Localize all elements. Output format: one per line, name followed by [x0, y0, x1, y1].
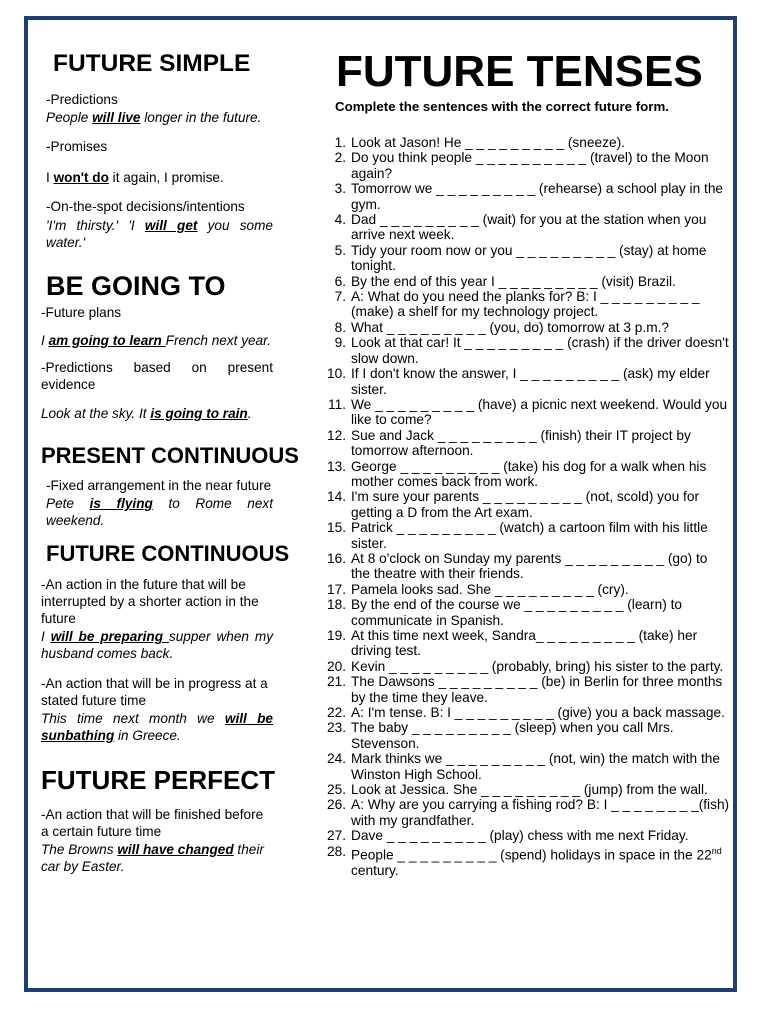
exercise-number: 22. — [326, 705, 346, 721]
exercise-number: 5. — [334, 242, 346, 258]
exercise-sentence: The baby _ _ _ _ _ _ _ _ _ (sleep) when you call Mrs. Stevenson. — [351, 720, 674, 751]
exercise-sentence: By the end of the course we _ _ _ _ _ _ _ _ _ (learn) to communicate in Spanish. — [351, 597, 682, 628]
example-text: I — [41, 629, 51, 644]
section-future-perfect — [41, 765, 273, 875]
exercise-number: 23. — [326, 720, 346, 736]
exercise-item — [318, 797, 730, 828]
underlined-verb: won't do — [53, 170, 109, 185]
exercise-number: 20. — [326, 658, 346, 674]
example-text: their car by Easter. — [41, 842, 264, 874]
label-present-evidence: -Predictions based on present evidence — [41, 360, 273, 392]
label-future-plans: -Future plans — [41, 305, 122, 320]
exercise-number: 14. — [326, 489, 346, 505]
example-text: . — [247, 406, 252, 421]
example-text: it again, I promise. — [108, 170, 224, 185]
exercise-number: 3. — [334, 181, 346, 197]
section-future-continuous — [41, 541, 290, 744]
example-text: in Greece. — [114, 728, 181, 743]
example-text: I — [41, 333, 49, 348]
exercise-item — [318, 397, 730, 428]
label-finished-action: -An action that will be finished before a certain future time — [41, 807, 264, 839]
exercise-text: century. — [351, 862, 399, 878]
exercise-item — [318, 428, 730, 459]
label-predictions: -Predictions — [46, 92, 118, 107]
exercise-item — [318, 551, 730, 582]
exercise-sentence: Kevin _ _ _ _ _ _ _ _ _ (probably, bring) his sister to the party. — [351, 658, 724, 674]
exercise-sentence: Look at that car! It _ _ _ _ _ _ _ _ _ (crash) if the driver doesn't slow down. — [351, 335, 729, 366]
exercise-number: 2. — [334, 150, 346, 166]
section-present-continuous — [41, 443, 299, 529]
exercise-sentence — [351, 844, 730, 878]
exercise-item — [318, 751, 730, 782]
exercise-item — [318, 366, 730, 397]
exercise-item — [318, 459, 730, 490]
exercise-number: 24. — [326, 751, 346, 767]
exercise-sentence: What _ _ _ _ _ _ _ _ _ (you, do) tomorrow at 3 p.m.? — [351, 319, 670, 335]
exercise-sentence: George _ _ _ _ _ _ _ _ _ (take) his dog for a walk when his mother comes back from work. — [351, 458, 707, 489]
exercise-sentence: We _ _ _ _ _ _ _ _ _ (have) a picnic next weekend. Would you like to come? — [351, 396, 728, 428]
exercise-number: 10. — [326, 366, 346, 382]
example-text: 'I'm thirsty.' 'I — [46, 218, 145, 233]
exercise-sentence: If I don't know the answer, I _ _ _ _ _ _ _ _ _ (ask) my elder sister. — [351, 366, 710, 397]
exercise-number: 13. — [326, 458, 346, 474]
section-future-simple — [41, 50, 273, 251]
exercise-number: 21. — [326, 674, 346, 690]
exercise-item — [318, 320, 730, 335]
heading-present-continuous: PRESENT CONTINUOUS — [41, 443, 299, 468]
exercise-item — [318, 705, 730, 720]
example-text: The Browns — [41, 842, 118, 857]
heading-future-simple: FUTURE SIMPLE — [53, 50, 251, 77]
exercise-sentence: At this time next week, Sandra_ _ _ _ _ _ _ _ _ (take) her driving test. — [351, 628, 698, 659]
exercise-number: 1. — [334, 135, 346, 150]
example-text: I — [46, 170, 54, 185]
underlined-verb: will have changed — [117, 842, 234, 857]
exercise-item — [318, 274, 730, 289]
underlined-verb: will get — [144, 218, 198, 233]
example-progress-action — [41, 710, 273, 744]
example-text: This time next month we — [41, 711, 225, 726]
exercise-item — [318, 782, 730, 797]
exercise-sentence: At 8 o'clock on Sunday my parents _ _ _ _ _ _ _ _ _ (go) to the theatre with their friends. — [351, 550, 708, 582]
underlined-verb: am going to learn — [48, 333, 166, 348]
exercise-sentence: Do you think people _ _ _ _ _ _ _ _ _ _ (travel) to the Moon again? — [351, 150, 709, 181]
example-text: longer in the future. — [140, 110, 262, 125]
heading-be-going-to: BE GOING TO — [46, 271, 226, 301]
exercise-sentence: Patrick _ _ _ _ _ _ _ _ _ (watch) a cartoon film with his little sister. — [351, 520, 708, 551]
exercise-number: 16. — [326, 550, 346, 566]
example-present-evidence — [41, 405, 273, 422]
example-finished-action — [41, 841, 273, 875]
exercise-sentence: Look at Jessica. She _ _ _ _ _ _ _ _ _ (jump) from the wall. — [351, 782, 708, 798]
ordinal-suffix: nd — [711, 845, 722, 856]
exercise-item — [318, 335, 730, 366]
exercise-sentence: A: Why are you carrying a fishing rod? B: I _ _ _ _ _ _ _ _(fish) with my grandfather. — [351, 797, 730, 828]
example-promises — [41, 169, 273, 186]
exercise-sentence: The Dawsons _ _ _ _ _ _ _ _ _ (be) in Berlin for three months by the time they leave. — [351, 674, 723, 705]
exercise-item — [318, 844, 730, 878]
label-progress-action: -An action that will be in progress at a stated future time — [41, 676, 268, 708]
exercise-sentence: Look at Jason! He _ _ _ _ _ _ _ _ _ (sneeze). — [351, 135, 625, 150]
section-be-going-to — [41, 271, 273, 422]
exercise-item — [318, 181, 730, 212]
example-text: you some water.' — [46, 218, 273, 250]
exercise-number: 4. — [334, 212, 346, 228]
exercise-item — [318, 828, 730, 843]
exercise-item — [318, 243, 730, 274]
underlined-verb: is going to rain — [150, 406, 248, 421]
example-text: to Rome next weekend. — [46, 496, 273, 528]
exercise-list — [318, 135, 730, 878]
exercise-text: People _ _ _ _ _ _ _ _ _ (spend) holidays in space in the 22 — [351, 847, 712, 863]
exercise-number: 9. — [334, 335, 346, 351]
example-text: supper when my husband comes back. — [41, 629, 273, 661]
exercise-item — [318, 520, 730, 551]
exercise-column — [318, 47, 730, 878]
exercise-sentence: By the end of this year I _ _ _ _ _ _ _ _ _ (visit) Brazil. — [351, 273, 676, 289]
exercise-sentence: Sue and Jack _ _ _ _ _ _ _ _ _ (finish) their IT project by tomorrow afternoon. — [351, 427, 691, 459]
exercise-item — [318, 597, 730, 628]
heading-future-perfect: FUTURE PERFECT — [41, 765, 275, 795]
exercise-item — [318, 659, 730, 674]
exercise-item — [318, 674, 730, 705]
exercise-item — [318, 489, 730, 520]
example-future-plans — [41, 332, 273, 349]
example-text: French next year. — [165, 333, 271, 348]
exercise-number: 19. — [326, 628, 346, 643]
label-on-the-spot: -On-the-spot decisions/intentions — [46, 199, 245, 214]
exercise-number: 11. — [327, 396, 346, 412]
exercise-sentence: A: What do you need the planks for? B: I _ _ _ _ _ _ _ _ _ (make) a shelf for my technology project. — [351, 289, 700, 320]
exercise-number: 6. — [334, 273, 346, 289]
page-title: FUTURE TENSES — [336, 47, 703, 96]
exercise-number: 7. — [334, 289, 346, 305]
exercise-sentence: Dave _ _ _ _ _ _ _ _ _ (play) chess with me next Friday. — [351, 828, 689, 844]
exercise-number: 17. — [326, 581, 346, 597]
exercise-number: 25. — [326, 782, 346, 798]
example-fixed-arrangement — [41, 495, 273, 529]
exercise-sentence: Tidy your room now or you _ _ _ _ _ _ _ _ _ (stay) at home tonight. — [351, 242, 707, 274]
exercise-number: 15. — [326, 520, 346, 536]
example-on-the-spot — [41, 217, 273, 251]
underlined-verb: will live — [92, 110, 141, 125]
example-interrupted-action — [41, 628, 273, 662]
exercise-item — [318, 150, 730, 181]
exercise-sentence: A: I'm tense. B: I _ _ _ _ _ _ _ _ _ (give) you a back massage. — [351, 705, 725, 721]
exercise-item — [318, 289, 730, 320]
exercise-number: 12. — [326, 427, 346, 443]
exercise-number: 26. — [326, 797, 346, 813]
exercise-sentence: Pamela looks sad. She _ _ _ _ _ _ _ _ _ (cry). — [351, 581, 629, 597]
exercise-item — [318, 628, 730, 659]
example-predictions — [41, 109, 273, 126]
exercise-item — [318, 135, 730, 150]
underlined-verb: is flying — [89, 496, 153, 511]
label-promises: -Promises — [46, 139, 108, 154]
exercise-item — [318, 720, 730, 751]
exercise-item — [318, 212, 730, 243]
example-text: Look at the sky. It — [41, 406, 151, 421]
underlined-verb: will be sunbathing — [41, 711, 273, 743]
label-fixed-arrangement: -Fixed arrangement in the near future — [46, 478, 272, 493]
example-text: People — [46, 110, 93, 125]
exercise-sentence: Dad _ _ _ _ _ _ _ _ _ (wait) for you at the station when you arrive next week. — [351, 212, 707, 243]
exercise-sentence: Tomorrow we _ _ _ _ _ _ _ _ _ (rehearse) a school play in the gym. — [351, 181, 724, 212]
example-text: Pete — [46, 496, 90, 511]
grammar-reference-column — [41, 50, 299, 875]
exercise-sentence: Mark thinks we _ _ _ _ _ _ _ _ _ (not, win) the match with the Winston High School. — [351, 751, 720, 782]
instructions: Complete the sentences with the correct future form. — [335, 99, 669, 114]
exercise-number: 28. — [326, 843, 346, 859]
exercise-number: 8. — [334, 319, 346, 335]
exercise-number: 18. — [326, 597, 346, 613]
exercise-item — [318, 582, 730, 597]
label-interrupted-action: -An action in the future that will be interrupted by a shorter action in the future — [41, 577, 259, 626]
underlined-verb: will be preparing — [50, 629, 169, 644]
exercise-number: 27. — [326, 828, 346, 844]
exercise-sentence: I'm sure your parents _ _ _ _ _ _ _ _ _ (not, scold) you for getting a D from the Art exam. — [351, 489, 700, 520]
heading-future-continuous: FUTURE CONTINUOUS — [46, 541, 290, 566]
